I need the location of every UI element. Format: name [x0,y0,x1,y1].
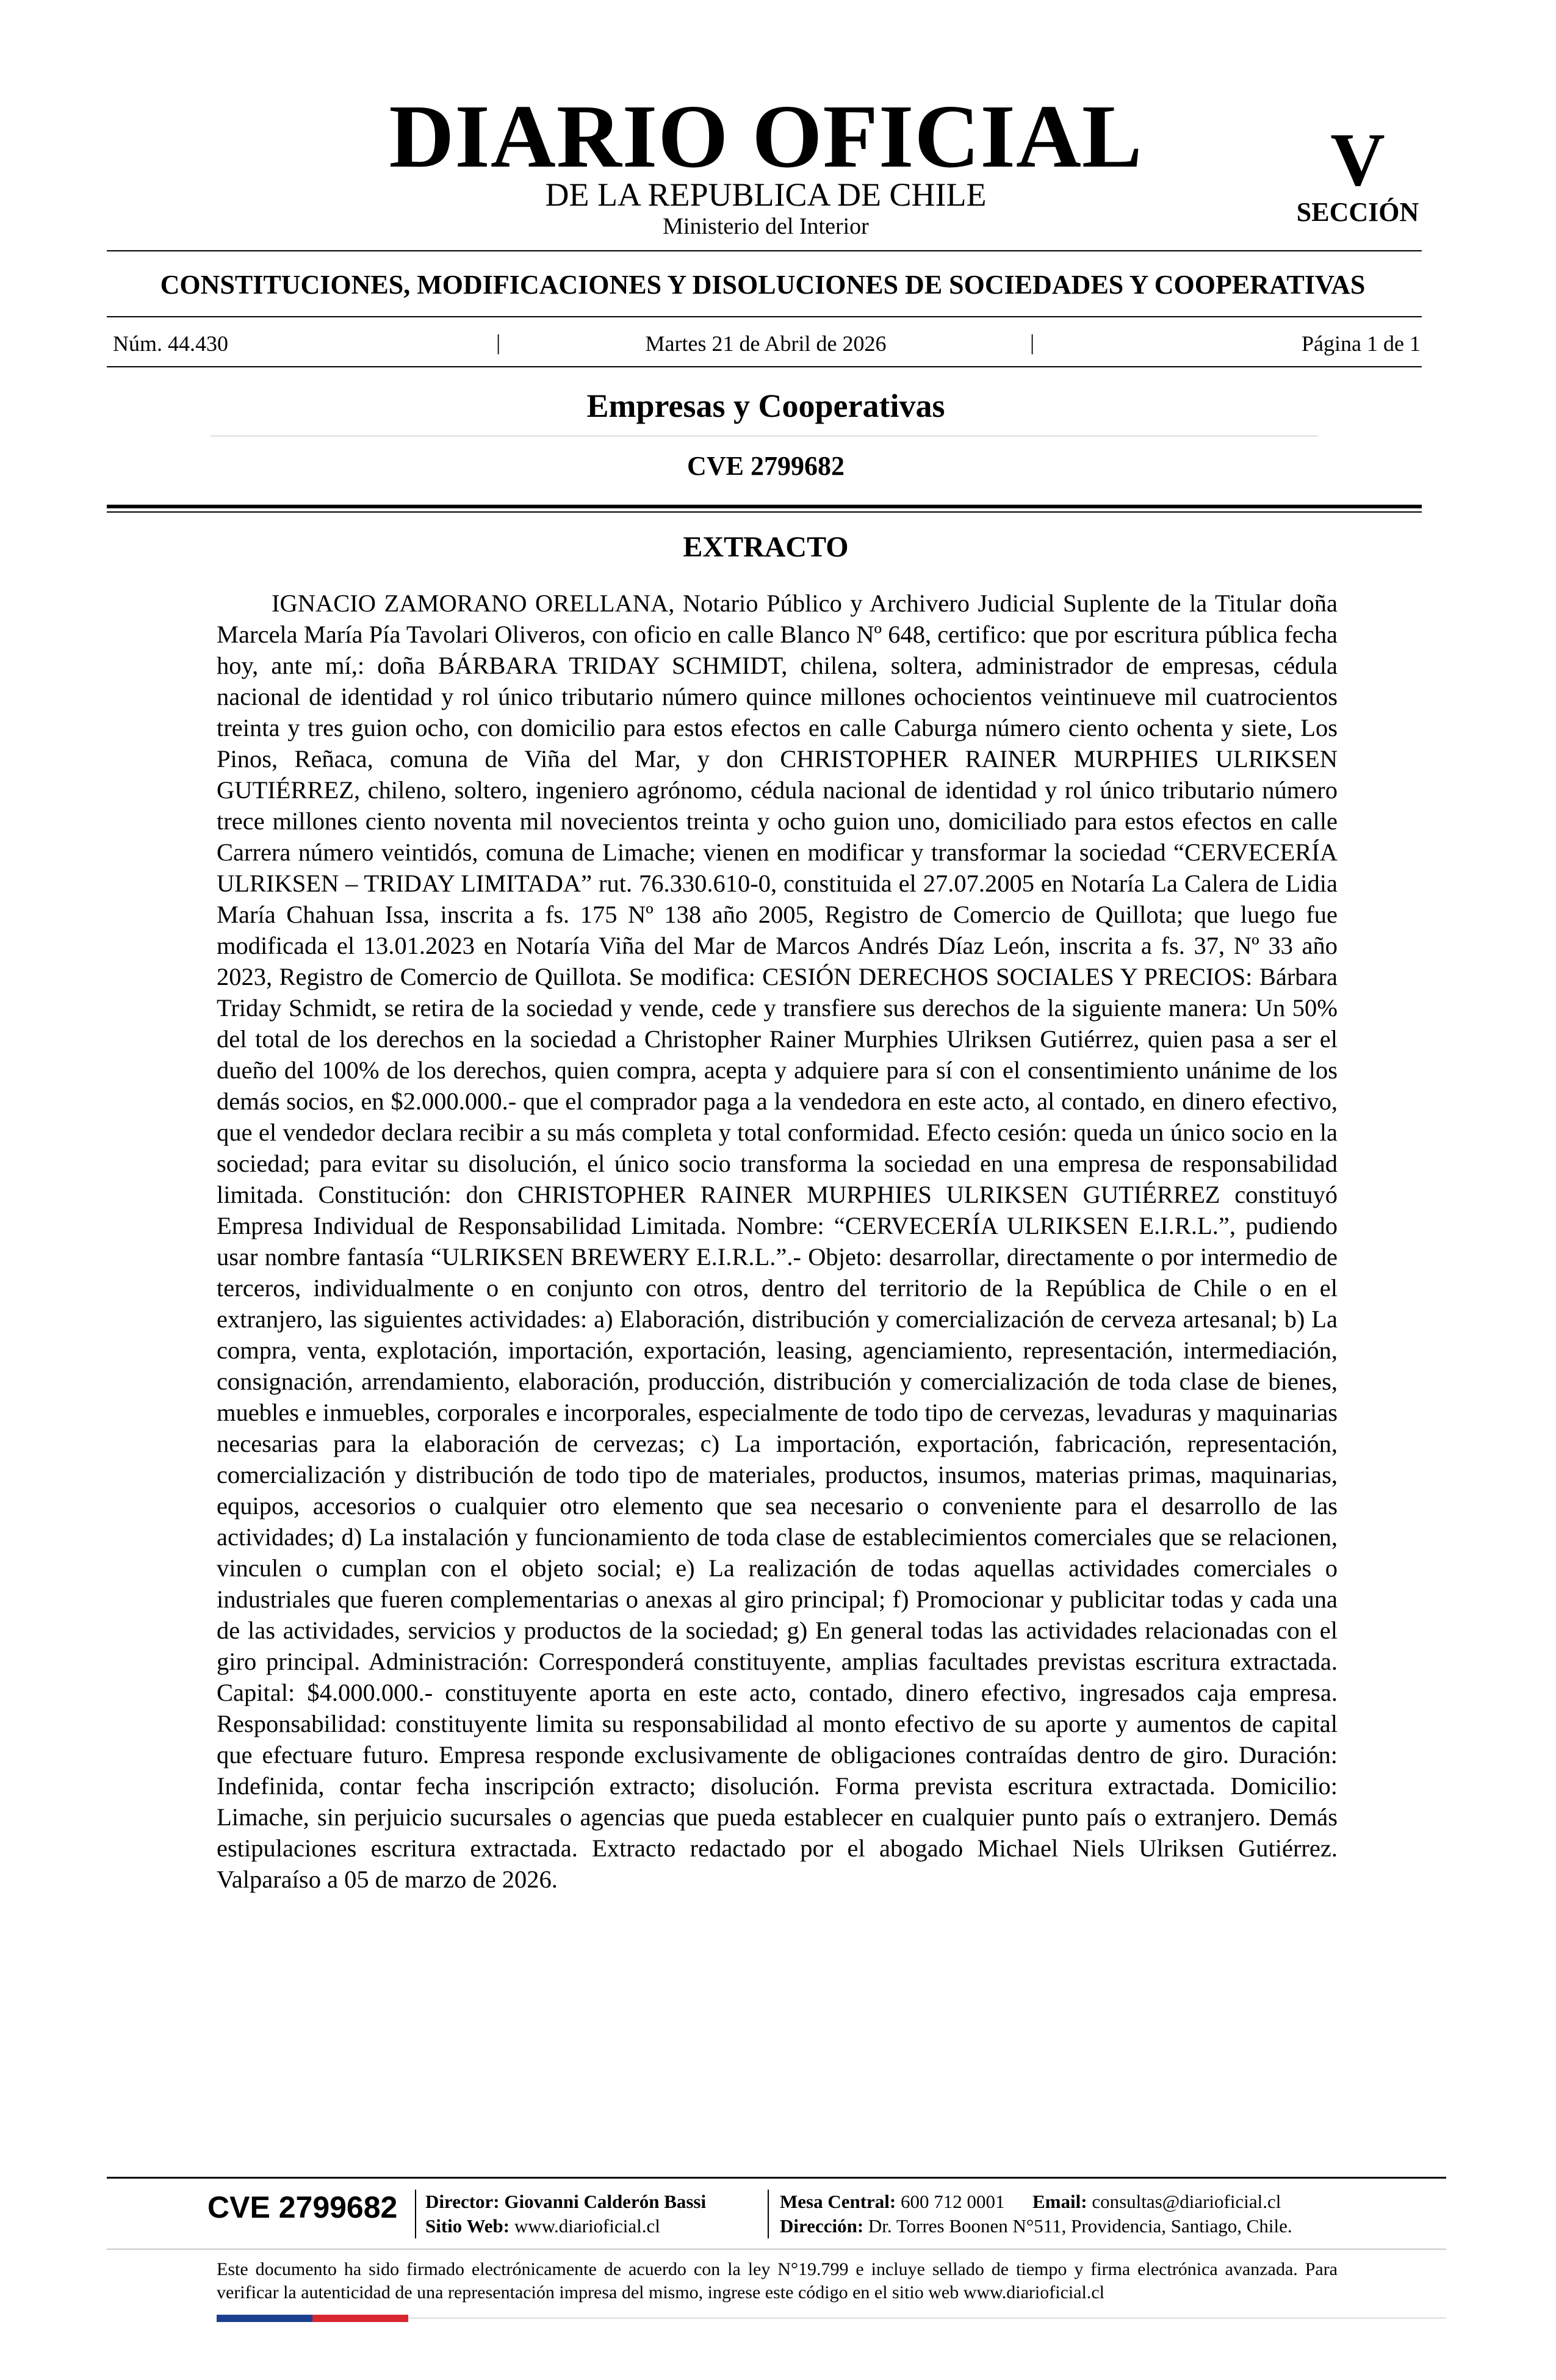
address-value: Dr. Torres Boonen N°511, Providencia, Santiago, Chile. [868,2215,1292,2237]
category-heading: CONSTITUCIONES, MODIFICACIONES Y DISOLUCIONES DE SOCIEDADES Y COOPERATIVAS [160,270,1366,300]
issue-number: Núm. 44.430 [113,331,228,356]
footer-rule [107,2177,1446,2179]
masthead-ministry: Ministerio del Interior [663,214,869,239]
footer-director [425,2192,706,2211]
masthead-title: DIARIO OFICIAL [389,87,1143,187]
footer-divider [415,2190,416,2238]
site-link[interactable]: www.diarioficial.cl [514,2215,660,2237]
phone-label: Mesa Central: [780,2191,896,2212]
issue-separator: | [1030,330,1035,355]
site-label: Sitio Web: [425,2215,510,2237]
footer-divider [768,2190,769,2238]
footer-cve-code: CVE 2799682 [207,2190,398,2224]
title-double-rule-top [107,505,1422,508]
footer-contact [780,2192,1281,2211]
issue-date: Martes 21 de Abril de 2026 [645,331,887,356]
extract-body: IGNACIO ZAMORANO ORELLANA, Notario Público y Archivero Judicial Suplente de la Titular doña Marcela María Pía Tavolari Oliveros, con oficio en calle Blanco Nº 648, certifico: que por escritura pública fecha hoy, ante mí,: doña BÁRBARA TRIDAY SCHMIDT, chilena, soltera, administrador de empresas, cédula nacional de identidad y rol único tributario número quince millones ochocientos veintinueve mil cuatrocientos treinta y tres guion ocho, con domicilio para estos efectos en calle Caburga número ciento ochenta y siete, Los Pinos, Reñaca, comuna de Viña del Mar, y don CHRISTOPHER RAINER MURPHIES ULRIKSEN GUTIÉRREZ, chileno, soltero, ingeniero agrónomo, cédula nacional de identidad y rol único tributario número trece millones ciento noventa mil novecientos treinta y ocho guion uno, domiciliado para estos efectos en calle Carrera número veintidós, comuna de Limache; vienen en modificar y transformar la sociedad “CERVECERÍA ULRIKSEN – TRIDAY LIMITADA” rut. 76.330.610-0, constituida el 27.07.2005 en Notaría La Calera de Lidia María Chahuan Issa, inscrita a fs. 175 Nº 138 año 2005, Registro de Comercio de Quillota; que luego fue modificada el 13.01.2023 en Notaría Viña del Mar de Marcos Andrés Díaz León, inscrita a fs. 37, Nº 33 año 2023, Registro de Comercio de Quillota. Se modifica: CESIÓN DERECHOS SOCIALES Y PRECIOS: Bárbara Triday Schmidt, se retira de la sociedad y vende, cede y transfiere sus derechos de la siguiente manera: Un 50% del total de los derechos en la sociedad a Christopher Rainer Murphies Ulriksen Gutiérrez, quien pasa a ser el dueño del 100% de los derechos, quien compra, acepta y adquiere para sí con el consentimiento unánime de los demás socios, en $2.000.000.- que el comprador paga a la vendedora en este acto, al contado, en dinero efectivo, que el vendedor declara recibir a su más completa y total conformidad. Efecto cesión: queda un único socio en la sociedad; para evitar su disolución, el único socio transforma la sociedad en una empresa de responsabilidad limitada. Constitución: don CHRISTOPHER RAINER MURPHIES ULRIKSEN GUTIÉRREZ constituyó Empresa Individual de Responsabilidad Limitada. Nombre: “CERVECERÍA ULRIKSEN E.I.R.L.”, pudiendo usar nombre fantasía “ULRIKSEN BREWERY E.I.R.L.”.- Objeto: desarrollar, directamente o por intermedio de terceros, individualmente o en conjunto con otros, dentro del territorio de la República de Chile o en el extranjero, las siguientes actividades: a) Elaboración, distribución y comercialización de cerveza artesanal; b) La compra, venta, explotación, importación, exportación, leasing, agenciamiento, representación, intermediación, consignación, arrendamiento, elaboración, producción, distribución y comercialización de toda clase de bienes, muebles e inmuebles, corporales e incorporales, especialmente de todo tipo de cervezas, levaduras y maquinarias necesarias para la elaboración de cervezas; c) La importación, exportación, fabricación, representación, comercialización y distribución de todo tipo de materiales, productos, insumos, materias primas, maquinarias, equipos, accesorios o cualquier otro elemento que sea necesario o conveniente para el desarrollo de las actividades; d) La instalación y funcionamiento de toda clase de establecimientos comerciales que se relacionen, vinculen o cumplan con el objeto social; e) La realización de todas aquellas actividades comerciales o industriales que fueren complementarias o anexas al giro principal; f) Promocionar y publicitar todas y cada una de las actividades, servicios y productos de la sociedad; g) En general todas las actividades relacionadas con el giro principal. Administración: Corresponderá constituyente, amplias facultades previstas escritura extractada. Capital: $4.000.000.- constituyente aporta en este acto, contado, dinero efectivo, ingresados caja empresa. Responsabilidad: constituyente limita su responsabilidad al monto efectivo de su aporte y aumentos de capital que efectuare futuro. Empresa responde exclusivamente de obligaciones contraídas dentro de giro. Duración: Indefinida, contar fecha inscripción extracto; disolución. Forma prevista escritura extractada. Domicilio: Limache, sin perjuicio sucursales o agencias que pueda establecer en cualquier punto país o extranjero. Demás estipulaciones escritura extractada. Extracto redactado por el abogado Michael Niels Ulriksen Gutiérrez. Valparaíso a 05 de marzo de 2026. [217,590,1338,1893]
phone-value: 600 712 0001 [901,2191,1005,2212]
cve-code: CVE 2799682 [687,451,845,481]
footer-website [425,2216,660,2235]
issue-page: Página 1 de 1 [1302,331,1421,356]
category-rule [107,316,1422,317]
director-name: Giovanni Calderón Bassi [504,2191,707,2212]
address-label: Dirección: [780,2215,864,2237]
document-title: EXTRACTO [683,531,849,563]
director-label: Director: [425,2191,500,2212]
flag-stripe-red [312,2315,408,2322]
subcategory-heading: Empresas y Cooperativas [586,388,945,424]
section-letter: V [1330,118,1385,201]
email-link[interactable]: consultas@diarioficial.cl [1092,2191,1281,2212]
masthead-subtitle: DE LA REPUBLICA DE CHILE [545,176,987,213]
flag-stripe-blue [217,2315,312,2322]
masthead-rule [107,250,1422,251]
footer-address [780,2216,1292,2235]
footer-disclaimer: Este documento ha sido firmado electrónicamente de acuerdo con la ley N°19.799 e incluye sellado de tiempo y firma electrónica avanzada. Para verificar la autenticidad de una representación impresa del mismo, ingrese este código en el sitio web www.diarioficial.cl [217,2259,1338,2302]
issue-separator: | [496,330,501,355]
title-double-rule-bottom [107,511,1422,513]
issue-rule [107,366,1422,367]
section-label: SECCIÓN [1296,197,1419,227]
email-label: Email: [1032,2191,1087,2212]
